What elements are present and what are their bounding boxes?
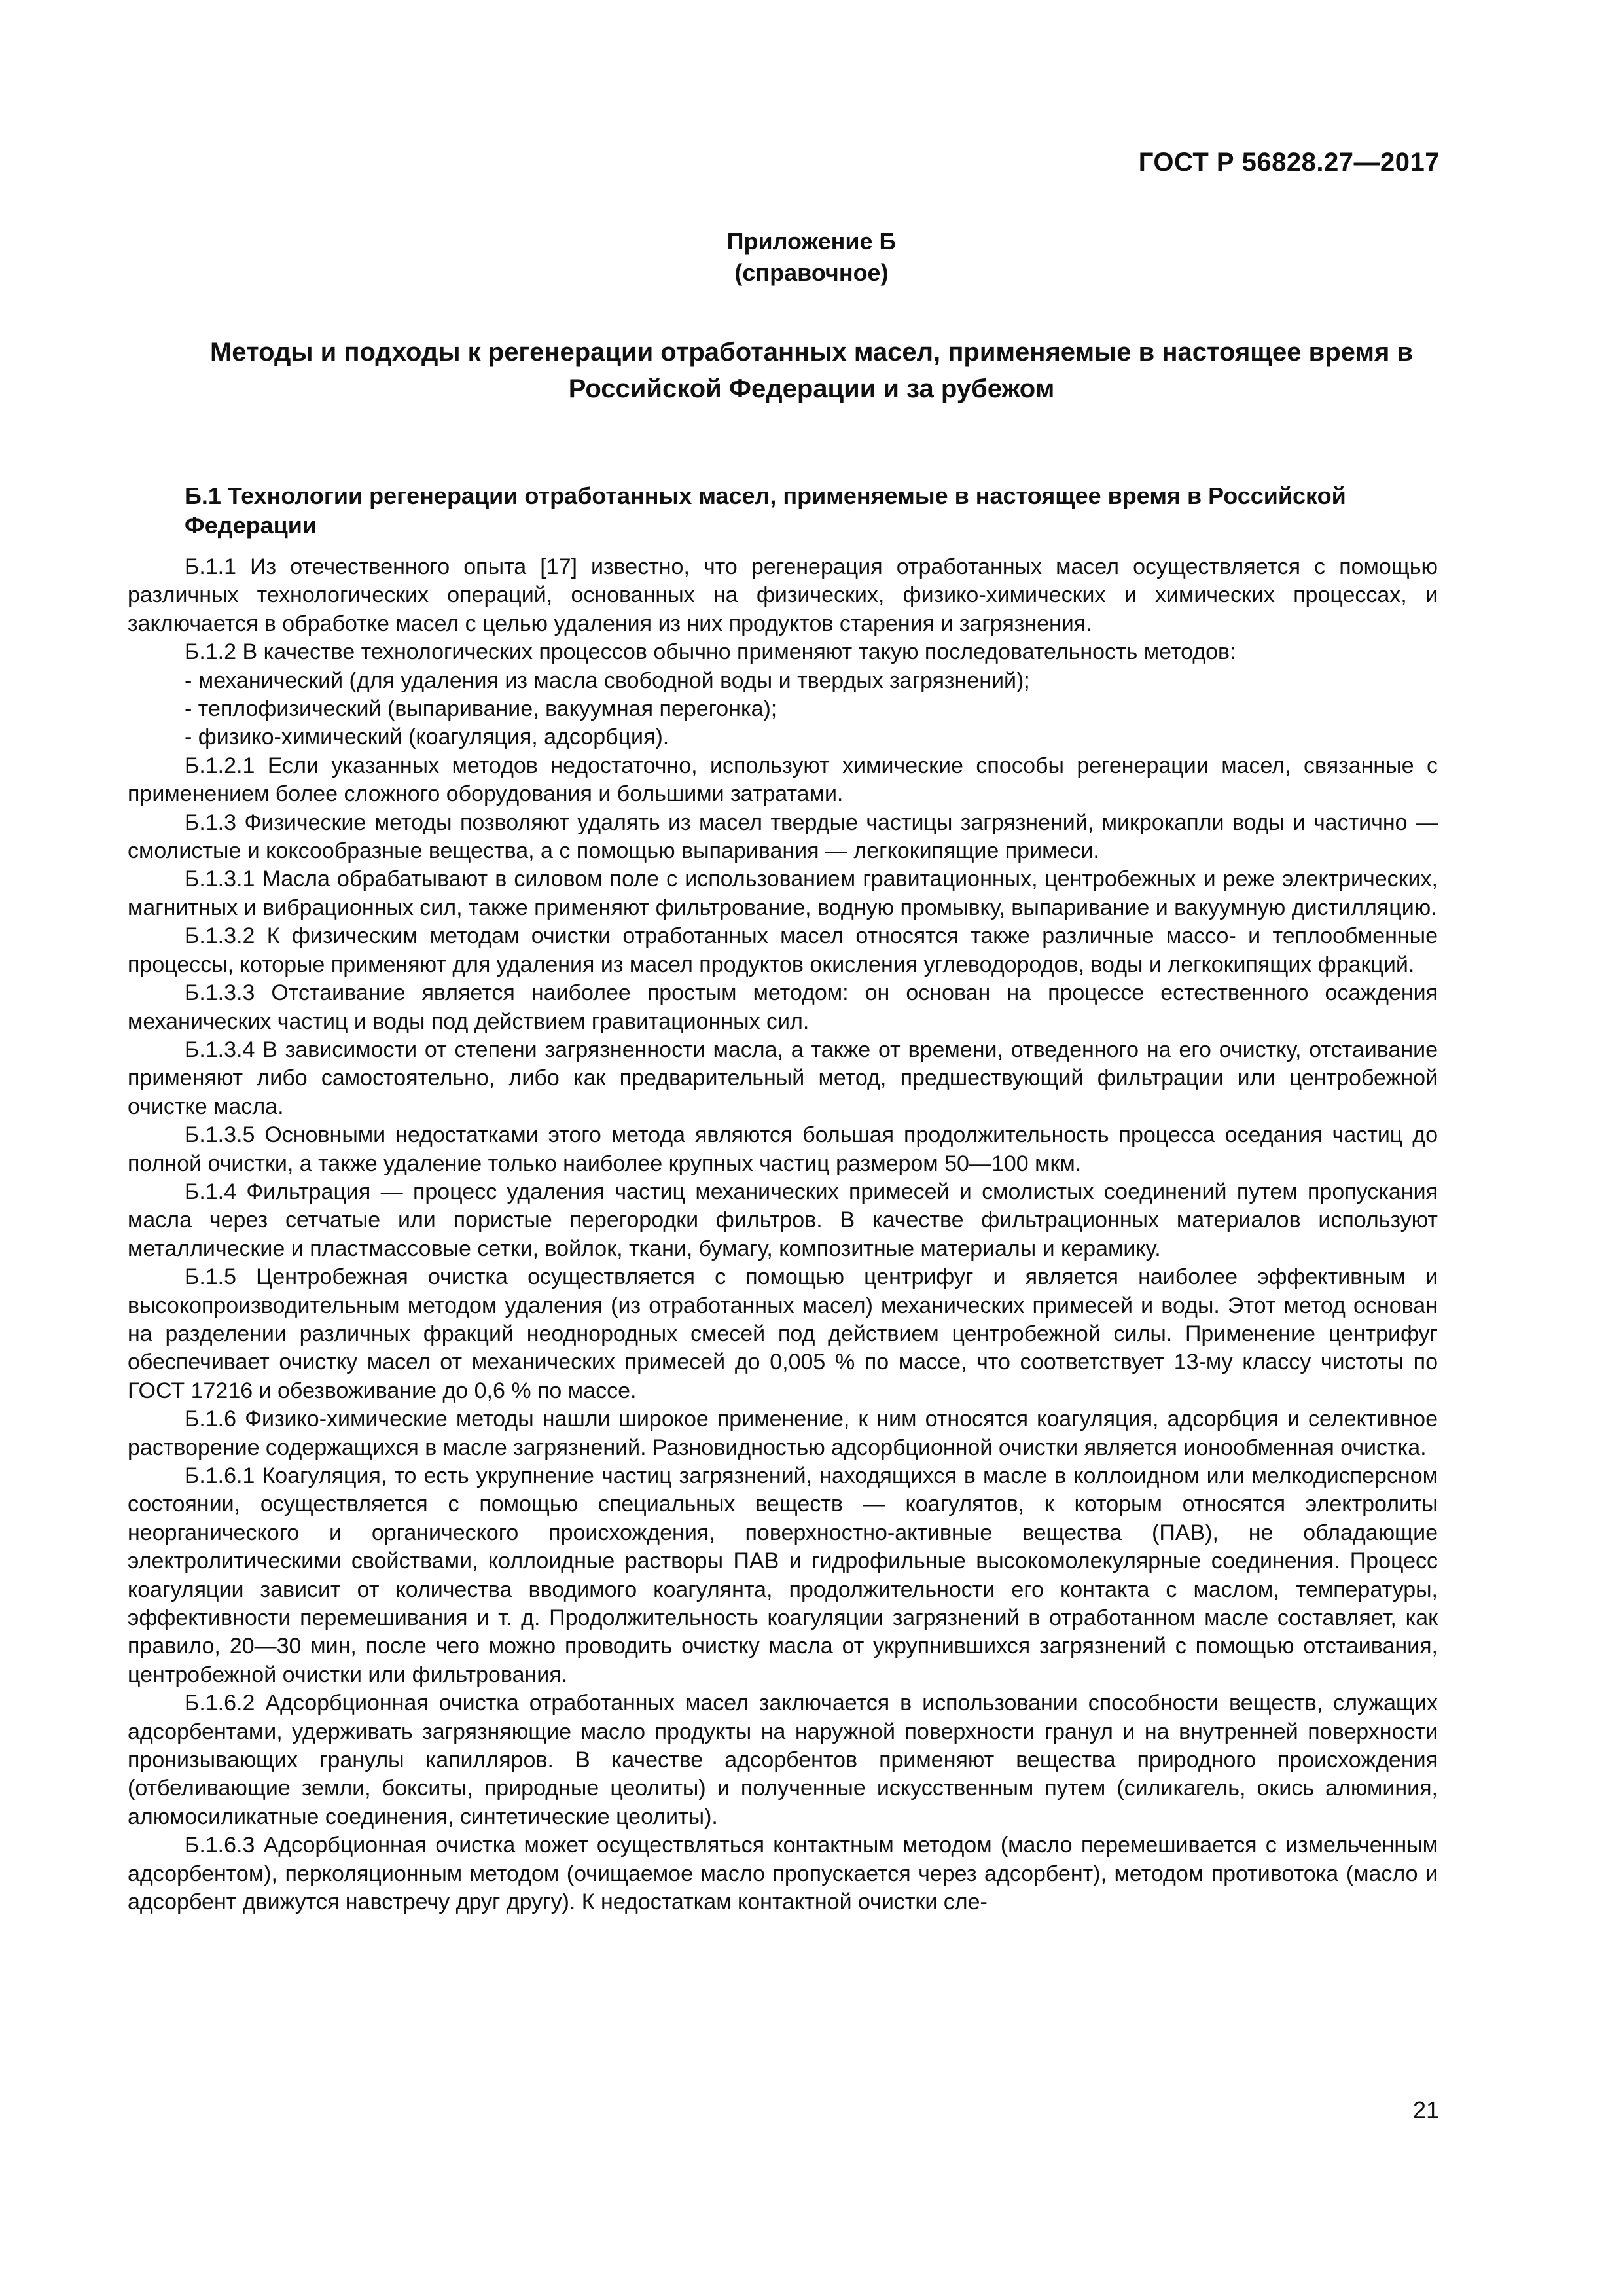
section-body bbox=[128, 553, 1438, 1917]
document-code: ГОСТ Р 56828.27—2017 bbox=[1138, 148, 1440, 177]
appendix-label: Приложение Б bbox=[726, 228, 897, 255]
appendix-title-line-2: Российской Федерации и за рубежом bbox=[568, 374, 1055, 403]
paragraph-b-1-3-2: Б.1.3.2 К физическим методам очистки отработанных масел относятся также различные массо- и теплообменные процессы, которые применяют для удаления из масел продуктов окисления углеводородов, воды и легкокипящих фракций. bbox=[128, 924, 1438, 977]
paragraph-b-1-3-3: Б.1.3.3 Отстаивание является наиболее простым методом: он основан на процессе естественного осаждения механических частиц и воды под действием гравитационных сил. bbox=[128, 980, 1438, 1034]
paragraph-b-1-2: Б.1.2 В качестве технологических процессов обычно применяют такую последовательность методов: bbox=[185, 639, 1236, 665]
appendix-title-line-1: Методы и подходы к регенерации отработанных масел, применяемые в настоящее время в bbox=[209, 338, 1414, 367]
paragraph-b-1-2-1: Б.1.2.1 Если указанных методов недостаточно, используют химические способы регенерации масел, связанные с применением более сложного оборудования и большими затратами. bbox=[128, 753, 1438, 807]
paragraph-b-1-3-1: Б.1.3.1 Масла обрабатывают в силовом поле с использованием гравитационных, центробежных и реже электрических, магнитных и вибрационных сил, также применяют фильтрование, водную промывку, выпаривание и вакуумную дистилляцию. bbox=[128, 867, 1438, 920]
paragraph-b-1-6-1: Б.1.6.1 Коагуляция, то есть укрупнение частиц загрязнений, находящихся в масле в коллоидном или мелкодисперсном состоянии, осуществляется с помощью специальных веществ — коагулятов, к которым относятся электролиты неорганического и органического происхождения, поверхностно-активные вещества (ПАВ), не обладающие электролитическими свойствами, коллоидные растворы ПАВ и гидрофильные высокомолекулярные соединения. Процесс коагуляции зависит от количества вводимого коагулянта, продолжительности его контакта с маслом, температуры, эффективности перемешивания и т. д. Продолжительность коагуляции загрязнений в отработанном масле составляет, как правило, 20—30 мин, после чего можно проводить очистку масла от укрупнившихся загрязнений с помощью отстаивания, центробежной очистки или фильтрования. bbox=[128, 1463, 1438, 1687]
page-number: 21 bbox=[1412, 2096, 1439, 2123]
appendix-title bbox=[131, 334, 1492, 407]
paragraph-b-1-6-2: Б.1.6.2 Адсорбционная очистка отработанных масел заключается в использовании способности веществ, служащих адсорбентами, удерживать загрязняющие масло продукты на наружной поверхности гранул и на внутренней поверхности пронизывающих гранулы капилляров. В качестве адсорбентов применяют вещества природного происхождения (отбеливающие земли, бокситы, природные цеолиты) и полученные искусственным путем (силикагель, окись алюминия, алюмосиликатные соединения, синтетические цеолиты). bbox=[128, 1691, 1438, 1829]
paragraph-b-1-1: Б.1.1 Из отечественного опыта [17] известно, что регенерация отработанных масел осуществляется с помощью различных технологических операций, основанных на физических, физико-химических и химических процессах, и заключается в обработке масел с целью удаления из них продуктов старения и загрязнения. bbox=[128, 554, 1438, 636]
paragraph-b-1-3-5: Б.1.3.5 Основными недостатками этого метода являются большая продолжительность процесса оседания частиц до полной очистки, а также удаление только наиболее крупных частиц размером 50—100 мкм. bbox=[128, 1122, 1438, 1176]
appendix-heading bbox=[0, 226, 1623, 289]
list-item-physicochemical: - физико-химический (коагуляция, адсорбция). bbox=[185, 725, 669, 750]
list-item-thermophysical: - теплофизический (выпаривание, вакуумная перегонка); bbox=[185, 696, 777, 722]
paragraph-b-1-5: Б.1.5 Центробежная очистка осуществляется с помощью центрифуг и является наиболее эффективным и высокопроизводительным методом удаления (из отработанных масел) механических примесей и воды. Этот метод основан на разделении различных фракций неоднородных смесей под действием центробежной силы. Применение центрифуг обеспечивает очистку масел от механических примесей до 0,005 % по массе, что соответствует 13-му классу чистоты по ГОСТ 17216 и обезвоживание до 0,6 % по массе. bbox=[128, 1265, 1438, 1403]
section-heading: Б.1 Технологии регенерации отработанных масел, применяемые в настоящее время в Российской Федерации bbox=[185, 482, 1346, 539]
paragraph-b-1-6-3: Б.1.6.3 Адсорбционная очистка может осуществляться контактным методом (масло перемешивается с измельченным адсорбентом), перколяционным методом (очищаемое масло пропускается через адсорбент), методом противотока (масло и адсорбент движутся навстречу друг другу). К недостаткам контактной очистки сле- bbox=[128, 1833, 1438, 1915]
paragraph-b-1-6: Б.1.6 Физико-химические методы нашли широкое применение, к ним относятся коагуляция, адсорбция и селективное растворение содержащихся в масле загрязнений. Разновидностью адсорбционной очистки является ионообменная очистка. bbox=[128, 1407, 1438, 1460]
paragraph-b-1-4: Б.1.4 Фильтрация — процесс удаления частиц механических примесей и смолистых соединений путем пропускания масла через сетчатые или пористые перегородки фильтров. В качестве фильтрационных материалов используют металлические и пластмассовые сетки, войлок, ткани, бумагу, композитные материалы и керамику. bbox=[128, 1179, 1438, 1261]
list-item-mechanical: - механический (для удаления из масла свободной воды и твердых загрязнений); bbox=[185, 668, 1030, 693]
paragraph-b-1-3-4: Б.1.3.4 В зависимости от степени загрязненности масла, а также от времени, отведенного на его очистку, отстаивание применяют либо самостоятельно, либо как предварительный метод, предшествующий фильтрации или центробежной очистке масла. bbox=[128, 1037, 1438, 1119]
paragraph-b-1-3: Б.1.3 Физические методы позволяют удалять из масел твердые частицы загрязнений, микрокапли воды и частично — смолистые и коксообразные вещества, а с помощью выпаривания — легкокипящие примеси. bbox=[128, 810, 1438, 864]
appendix-type: (справочное) bbox=[734, 259, 889, 286]
